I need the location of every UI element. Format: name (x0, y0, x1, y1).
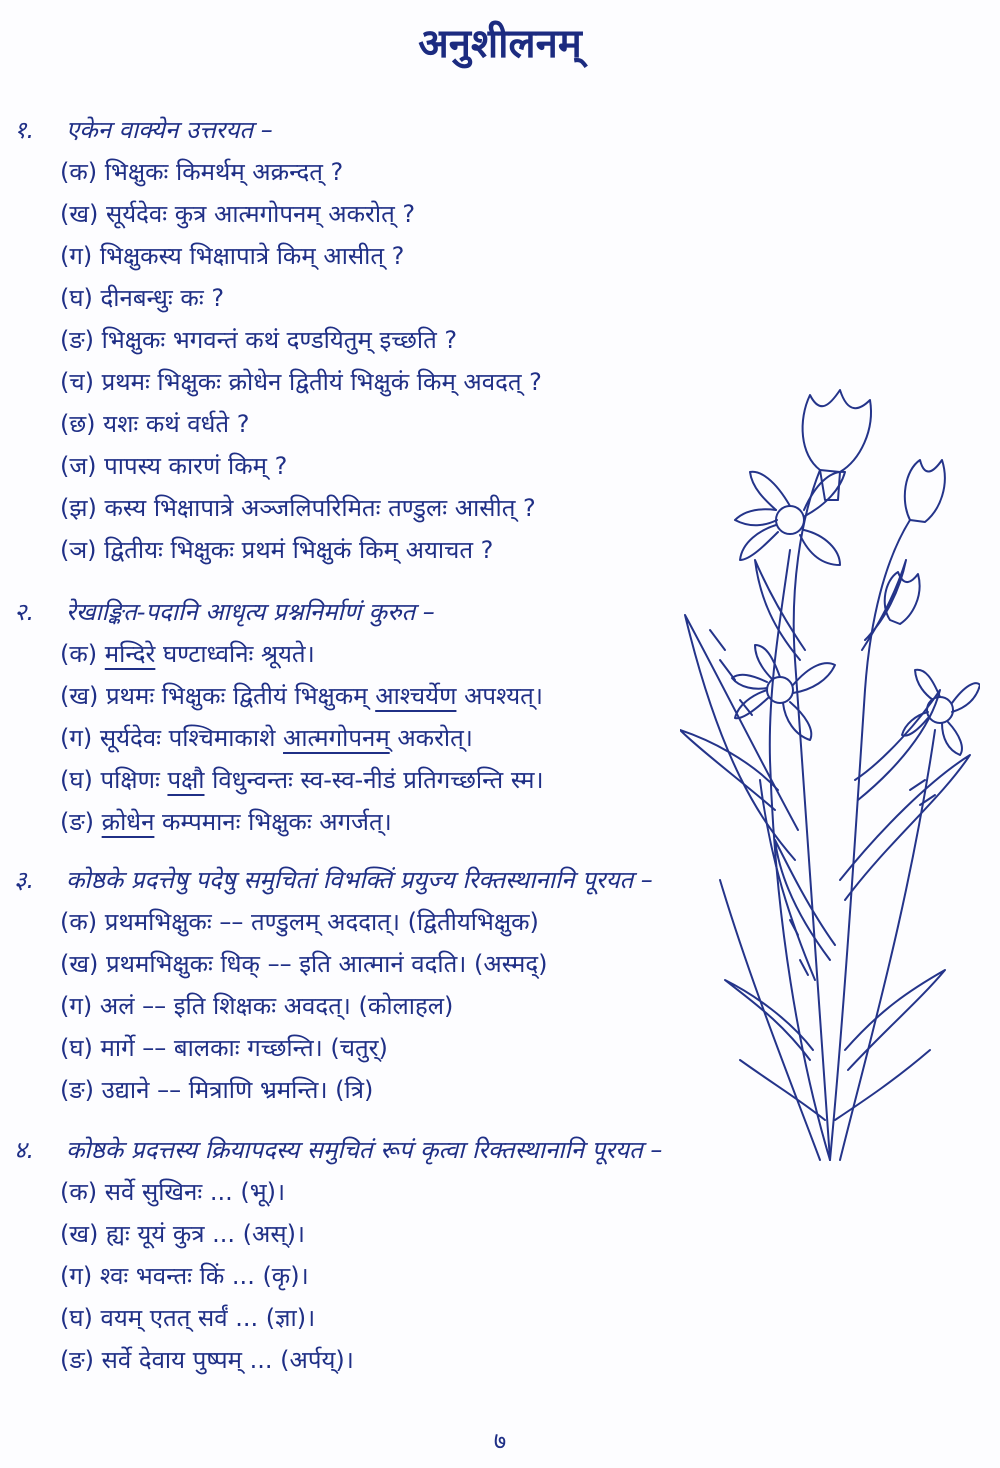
sentence-part: घण्टाध्वनिः श्रूयते। (155, 640, 315, 668)
underlined-word: आश्चर्येण (375, 682, 457, 710)
question-item: (ग) अलं –– इति शिक्षकः अवदत्। (कोलाहल) (60, 992, 454, 1020)
question-item: (ख) ह्यः यूयं कुत्र ... (अस्)। (60, 1220, 306, 1248)
page-number: ७ (493, 1427, 507, 1455)
exercise-instruction: कोष्ठके प्रदत्तेषु पदेषु समुचितां विभक्तिं प्रयुज्य रिक्तस्थानानि पूरयत – (66, 866, 653, 894)
question-item: (ग) श्वः भवन्तः किं ... (कृ)। (60, 1262, 309, 1290)
question-item: (ङ) भिक्षुकः भगवन्तं कथं दण्डयितुम् इच्छति ? (60, 326, 458, 354)
flower-illustration (680, 360, 980, 1170)
question-item (60, 634, 315, 674)
question-item: (ख) सूर्यदेवः कुत्र आत्मगोपनम् अकरोत् ? (60, 200, 416, 228)
question-item: (झ) कस्य भिक्षापात्रे अञ्जलिपरिमितः तण्डुलः आसीत् ? (60, 494, 536, 522)
question-item: (च) प्रथमः भिक्षुकः क्रोधेन द्वितीयं भिक्षुकं किम् अवदत् ? (60, 368, 542, 396)
sentence-part: (घ) पक्षिणः (60, 766, 168, 794)
sentence-part: (क) (60, 640, 105, 668)
question-item: (क) भिक्षुकः किमर्थम् अक्रन्दत् ? (60, 158, 344, 186)
page-title: अनुशीलनम् (418, 21, 582, 67)
question-item: (क) प्रथमभिक्षुकः –– तण्डुलम् अददात्। (द्वितीयभिक्षुक) (60, 908, 539, 936)
exercise-instruction: कोष्ठके प्रदत्तस्य क्रियापदस्य समुचितं रूपं कृत्वा रिक्तस्थानानि पूरयत – (66, 1136, 663, 1164)
exercise-number: २. (14, 598, 35, 626)
exercise-number: ३. (14, 866, 35, 894)
sentence-part: (ङ) (60, 808, 102, 836)
question-item: (घ) मार्गे –– बालकाः गच्छन्ति। (चतुर्) (60, 1034, 388, 1062)
exercise-number: ४. (14, 1136, 35, 1164)
question-item (60, 718, 473, 758)
exercise-number: १. (14, 116, 35, 144)
underlined-word: आत्मगोपनम् (283, 724, 390, 752)
question-item: (क) सर्वे सुखिनः ... (भू)। (60, 1178, 286, 1206)
question-item (60, 676, 543, 716)
question-item: (घ) दीनबन्धुः कः ? (60, 284, 225, 312)
question-item: (ङ) सर्वे देवाय पुष्पम् ... (अर्पय्)। (60, 1346, 354, 1374)
sentence-part: अपश्यत्। (456, 682, 543, 710)
question-item: (घ) वयम् एतत् सर्वं ... (ज्ञा)। (60, 1304, 316, 1332)
sentence-part: (ग) सूर्यदेवः पश्चिमाकाशे (60, 724, 284, 752)
sentence-part: अकरोत्। (389, 724, 473, 752)
question-item: (ङ) उद्याने –– मित्राणि भ्रमन्ति। (त्रि) (60, 1076, 374, 1104)
question-item: (छ) यशः कथं वर्धते ? (60, 410, 250, 438)
question-item (60, 760, 544, 800)
sentence-part: विधुन्वन्तः स्व-स्व-नीडं प्रतिगच्छन्ति स्म। (204, 766, 544, 794)
sentence-part: (ख) प्रथमः भिक्षुकः द्वितीयं भिक्षुकम् (60, 682, 376, 710)
question-item: (ञ) द्वितीयः भिक्षुकः प्रथमं भिक्षुकं किम् अयाचत ? (60, 536, 494, 564)
question-item: (ग) भिक्षुकस्य भिक्षापात्रे किम् आसीत् ? (60, 242, 405, 270)
underlined-word: पक्षौ (167, 766, 205, 794)
question-item (60, 802, 392, 842)
exercise-instruction: एकेन वाक्येन उत्तरयत – (66, 116, 273, 144)
underlined-word: मन्दिरे (104, 640, 156, 668)
question-item: (ज) पापस्य कारणं किम् ? (60, 452, 288, 480)
sentence-part: कम्पमानः भिक्षुकः अगर्जत्। (154, 808, 392, 836)
exercise-instruction: रेखाङ्कित-पदानि आधृत्य प्रश्ननिर्माणं कुरुत – (66, 598, 435, 626)
question-item: (ख) प्रथमभिक्षुकः धिक् –– इति आत्मानं वदति। (अस्मद्) (60, 950, 548, 978)
underlined-word: क्रोधेन (101, 808, 155, 836)
